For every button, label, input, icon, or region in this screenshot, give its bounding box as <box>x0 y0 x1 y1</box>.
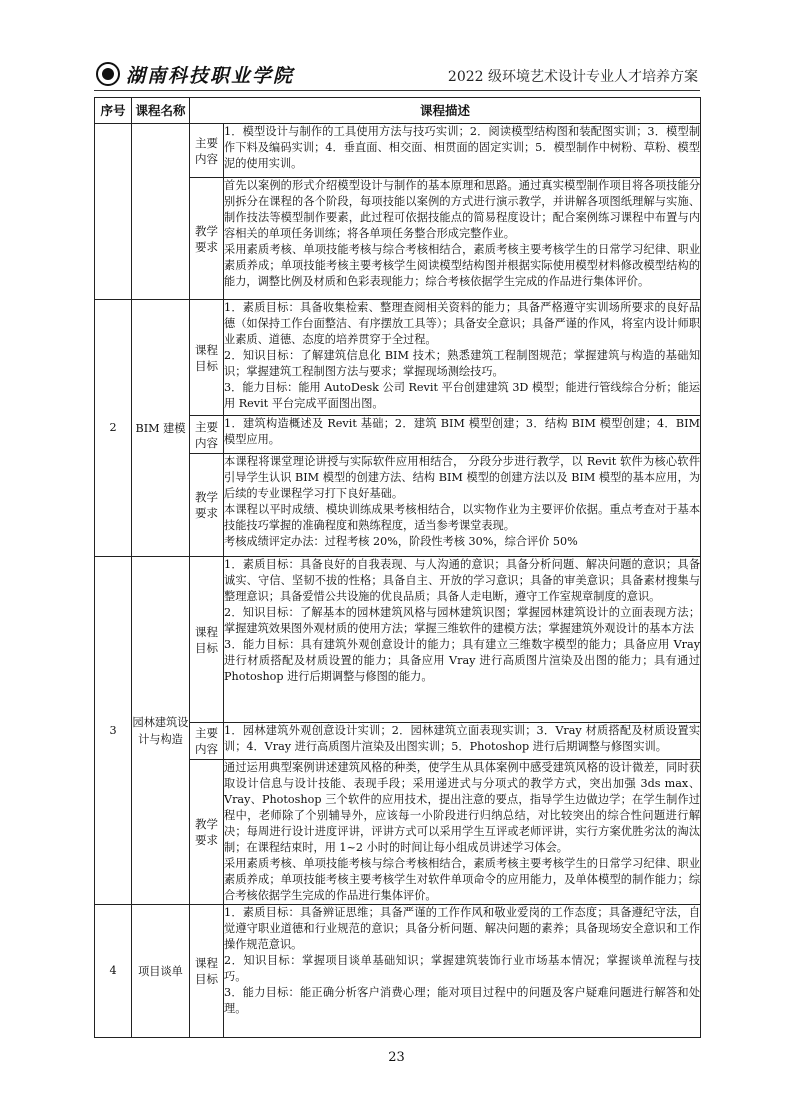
course-table <box>94 97 701 1038</box>
row-description <box>224 760 701 905</box>
row-description <box>224 905 701 1038</box>
row-label: 课程目标 <box>190 300 224 416</box>
description-paragraph: 1．素质目标：具备收集检索、整理查阅相关资料的能力；具备严格遵守实训场所要求的良好品德（如保持工作台面整洁、有序摆放工具等）；具备安全意识；具备严谨的作风，将室内设计师职业素质、道德、态度的培养贯穿于全过程。 <box>224 301 701 346</box>
row-description <box>224 454 701 557</box>
description-paragraph: 采用素质考核、单项技能考核与综合考核相结合，素质考核主要考核学生的日常学习纪律、职业素质养成；单项技能考核主要考核学生阅读模型结构图并根据实际使用模型材料修改模型结构的能力，调整比例及材质和色彩表现能力；综合考核依据学生完成的作品进行集体评价。 <box>224 243 701 288</box>
row-label: 教学要求 <box>190 454 224 557</box>
description-paragraph: 本课程以平时成绩、模块训练成果考核相结合，以实物作业为主要评价依据。重点考查对于基本技能技巧掌握的准确程度和熟练程度，适当参考课堂表现。 <box>224 503 701 532</box>
row-description <box>224 416 701 454</box>
row-label: 主要内容 <box>190 723 224 760</box>
page-number: 23 <box>388 1050 405 1065</box>
school-emblem-icon <box>96 62 120 86</box>
description-paragraph: 1．素质目标：具备辨证思维；具备严谨的工作作风和敬业爱岗的工作态度；具备遵纪守法，自觉遵守职业道德和行业规范的意识；具备分析问题、解决问题的素养；具备现场安全意识和工作操作规范意识。 <box>224 906 701 951</box>
course-name-cell <box>132 124 190 300</box>
table-row <box>95 905 701 1038</box>
description-paragraph: 1．园林建筑外观创意设计实训；2．园林建筑立面表现实训；3．Vray 材质搭配及材质设置实训；4．Vray 进行高质图片渲染及出图实训；5．Photoshop 进行后期调整与修图实训。 <box>224 724 701 753</box>
row-description <box>224 124 701 178</box>
school-logo <box>96 60 294 88</box>
row-description <box>224 178 701 300</box>
course-number: 4 <box>95 905 132 1038</box>
description-paragraph: 3．能力目标：具有建筑外观创意设计的能力；具有建立三维数字模型的能力；具备应用 Vray 进行材质搭配及材质设置的能力；具备应用 Vray 进行高质图片渲染及出图的能力；具有通过 Photoshop 进行后期调整与修图的能力。 <box>224 638 701 683</box>
row-label: 主要内容 <box>190 416 224 454</box>
row-description <box>224 300 701 416</box>
row-label: 主要内容 <box>190 124 224 178</box>
description-paragraph: 1．建筑构造概述及 Revit 基础；2．建筑 BIM 模型创建；3．结构 BIM 模型创建；4．BIM 模型应用。 <box>224 417 701 446</box>
row-label: 教学要求 <box>190 760 224 905</box>
row-label: 教学要求 <box>190 178 224 300</box>
row-description <box>224 723 701 760</box>
description-paragraph: 3．能力目标：能正确分析客户消费心理；能对项目过程中的问题及客户疑难问题进行解答和处理。 <box>224 986 701 1015</box>
page-header <box>94 60 700 91</box>
row-description <box>224 557 701 723</box>
document-title: 2022 级环境艺术设计专业人才培养方案 <box>447 69 698 85</box>
description-paragraph: 3．能力目标：能用 AutoDesk 公司 Revit 平台创建建筑 3D 模型；能进行管线综合分析；能运用 Revit 平台完成平面图出图。 <box>224 381 701 410</box>
school-name: 湖南科技职业学院 <box>126 64 295 87</box>
description-paragraph: 首先以案例的形式介绍模型设计与制作的基本原理和思路。通过真实模型制作项目将各项技能分别拆分在课程的各个阶段，每项技能以案例的方式进行演示教学，并讲解各项图纸理解与实施、制作技法等模型制作要素，此过程可依据技能点的简易程度设计；配合案例练习课程中布置与内容相关的单项任务训练；将各单项任务整合形成完整作业。 <box>224 179 701 240</box>
description-paragraph: 1．模型设计与制作的工具使用方法与技巧实训；2．阅读模型结构图和装配图实训；3．模型制作下料及编码实训；4．垂直面、相交面、相贯面的固定实训；5．模型制作中树粉、草粉、模型泥的使用实训。 <box>224 125 701 170</box>
row-label: 课程目标 <box>190 905 224 1038</box>
header-number: 序号 <box>95 98 132 124</box>
course-name: 项目谈单 <box>132 905 190 1038</box>
header-course-name: 课程名称 <box>132 98 190 124</box>
course-name: BIM 建模 <box>132 300 190 557</box>
table-row <box>95 124 701 178</box>
table-row <box>95 557 701 723</box>
description-paragraph: 本课程将课堂理论讲授与实际软件应用相结合， 分段分步进行教学，以 Revit 软件为核心软件引导学生认识 BIM 模型的创建方法、结构 BIM 模型的创建方法以及 BIM 模型的基本应用，为后续的专业课程学习打下良好基础。 <box>224 455 701 500</box>
description-paragraph: 考核成绩评定办法：过程考核 20%，阶段性考核 30%，综合评价 50% <box>224 535 578 548</box>
row-label: 课程目标 <box>190 557 224 723</box>
description-paragraph: 2．知识目标：了解建筑信息化 BIM 技术；熟悉建筑工程制图规范；掌握建筑与构造的基础知识；掌握建筑工程制图方法与要求；掌握现场测绘技巧。 <box>224 349 701 378</box>
description-paragraph: 采用素质考核、单项技能考核与综合考核相结合，素质考核主要考核学生的日常学习纪律、职业素质养成；单项技能考核主要考核学生对软件单项命令的应用能力，及单体模型的制作能力；综合考核依据学生完成的作品进行集体评价。 <box>224 857 701 902</box>
course-number: 2 <box>95 300 132 557</box>
course-name: 园林建筑设计与构造 <box>132 557 190 905</box>
course-number-cell <box>95 124 132 300</box>
table-row <box>95 300 701 416</box>
header-course-description: 课程描述 <box>190 98 701 124</box>
description-paragraph: 2．知识目标：了解基本的园林建筑风格与园林建筑识图；掌握园林建筑设计的立面表现方法；掌握建筑效果图外观材质的使用方法；掌握三维软件的建模方法；掌握建筑外观设计的基本方法 <box>224 606 701 635</box>
description-paragraph: 通过运用典型案例讲述建筑风格的种类，使学生从具体案例中感受建筑风格的设计微差，同时获取设计信息与设计技能、表现手段；采用递进式与分项式的教学方式，突出加强 3ds max、Vray、Photoshop 三个软件的应用技术，提出注意的要点，指导学生边做边学；在学生制作过程中，老师除了个别辅导外，应该每一小阶段进行归纳总结，对比较突出的综合性问题进行解决；每周进行设计进度评讲，评讲方式可以采用学生互评或老师评讲，实行方案优胜劣汰的淘汰制；在课程结束时，用 1~2 小时的时间让每小组成员讲述学习体会。 <box>224 761 701 854</box>
description-paragraph: 2．知识目标：掌握项目谈单基础知识；掌握建筑装饰行业市场基本情况；掌握谈单流程与技巧。 <box>224 954 701 983</box>
table-header-row <box>95 98 701 124</box>
description-paragraph: 1．素质目标：具备良好的自我表现、与人沟通的意识；具备分析问题、解决问题的意识；具备诚实、守信、坚韧不拔的性格；具备自主、开放的学习意识；具备的审美意识；具备素材搜集与整理意识；具备爱惜公共设施的优良品质；具备人走电断，遵守工作室规章制度的意识。 <box>224 558 701 603</box>
course-number: 3 <box>95 557 132 905</box>
